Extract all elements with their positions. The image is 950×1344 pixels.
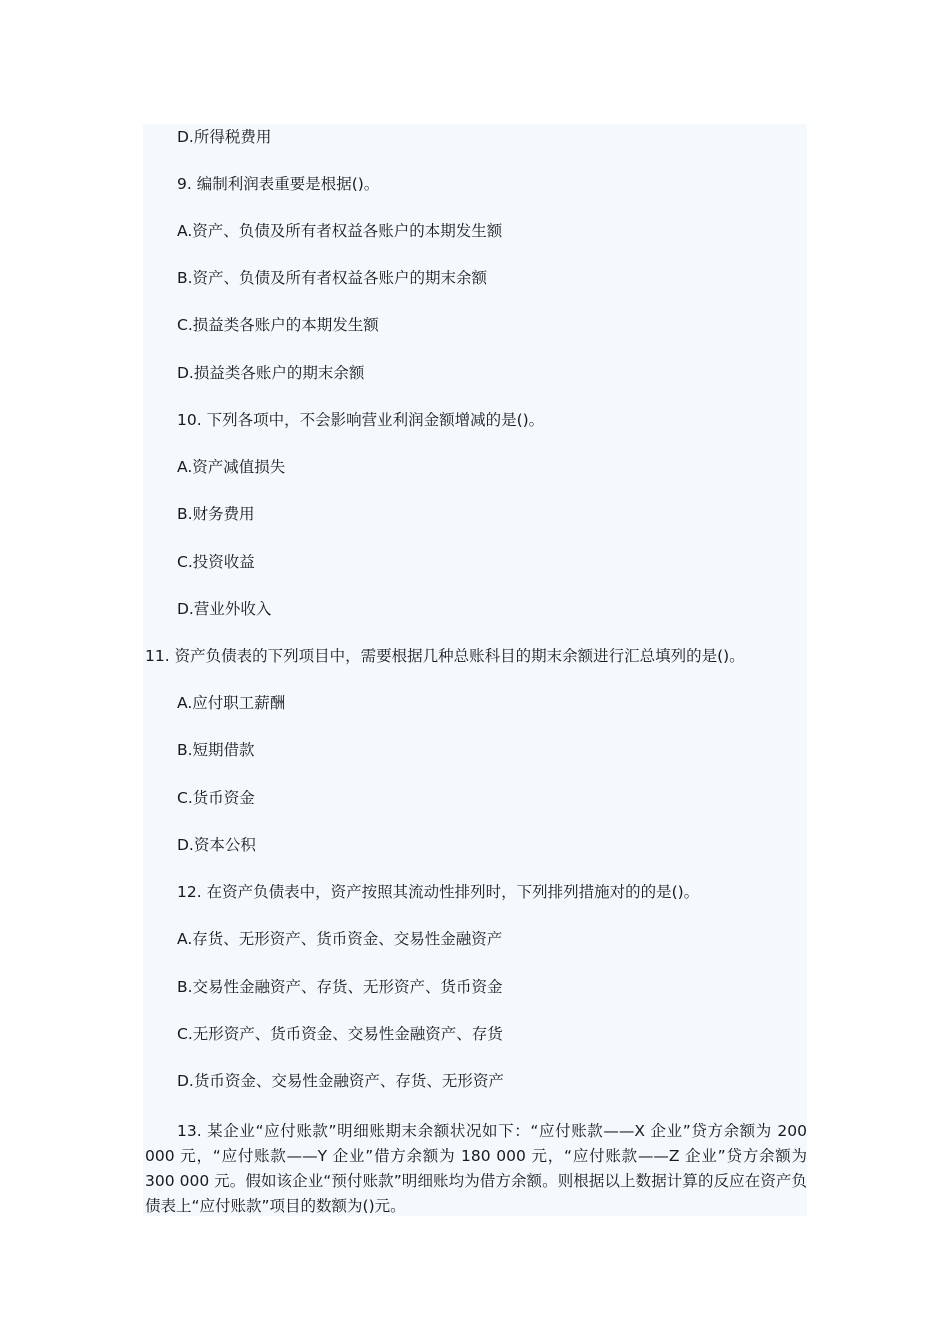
option-12d: D.货币资金、交易性金融资产、存货、无形资产 bbox=[177, 1072, 504, 1090]
option-11d: D.资本公积 bbox=[177, 836, 256, 854]
question-12: 12. 在资产负债表中，资产按照其流动性排列时，下列排列措施对的的是()。 bbox=[177, 883, 700, 901]
option-12c: C.无形资产、货币资金、交易性金融资产、存货 bbox=[177, 1025, 503, 1043]
option-10a: A.资产减值损失 bbox=[177, 458, 286, 476]
option-12b: B.交易性金融资产、存货、无形资产、货币资金 bbox=[177, 978, 503, 996]
option-11a: A.应付职工薪酬 bbox=[177, 694, 286, 712]
question-10: 10. 下列各项中，不会影响营业利润金额增减的是()。 bbox=[177, 411, 545, 429]
question-13: 13. 某企业“应付账款”明细账期末余额状况如下：“应付账款——X 企业”贷方余额为 200 000 元，“应付账款——Y 企业”借方余额为 180 000 元，“应付账款——Z 企业”贷方余额为 300 000 元。假如该企业“预付账款”明细账均为借方余额。则根据以上数据计算的反应在资产负债表上“应付账款”项目的数额为()元。 bbox=[145, 1122, 807, 1215]
option-11b: B.短期借款 bbox=[177, 741, 255, 759]
option-9b: B.资产、负债及所有者权益各账户的期末余额 bbox=[177, 269, 488, 287]
option-9a: A.资产、负债及所有者权益各账户的本期发生额 bbox=[177, 222, 503, 240]
option-8d: D.所得税费用 bbox=[177, 128, 272, 146]
option-9d: D.损益类各账户的期末余额 bbox=[177, 364, 365, 382]
option-10b: B.财务费用 bbox=[177, 505, 255, 523]
option-11c: C.货币资金 bbox=[177, 789, 255, 807]
question-9: 9. 编制利润表重要是根据()。 bbox=[177, 175, 380, 193]
option-12a: A.存货、无形资产、货币资金、交易性金融资产 bbox=[177, 930, 503, 948]
question-11: 11. 资产负债表的下列项目中，需要根据几种总账科目的期末余额进行汇总填列的是()。 bbox=[145, 647, 745, 665]
option-10d: D.营业外收入 bbox=[177, 600, 272, 618]
option-9c: C.损益类各账户的本期发生额 bbox=[177, 316, 379, 334]
option-10c: C.投资收益 bbox=[177, 553, 255, 571]
